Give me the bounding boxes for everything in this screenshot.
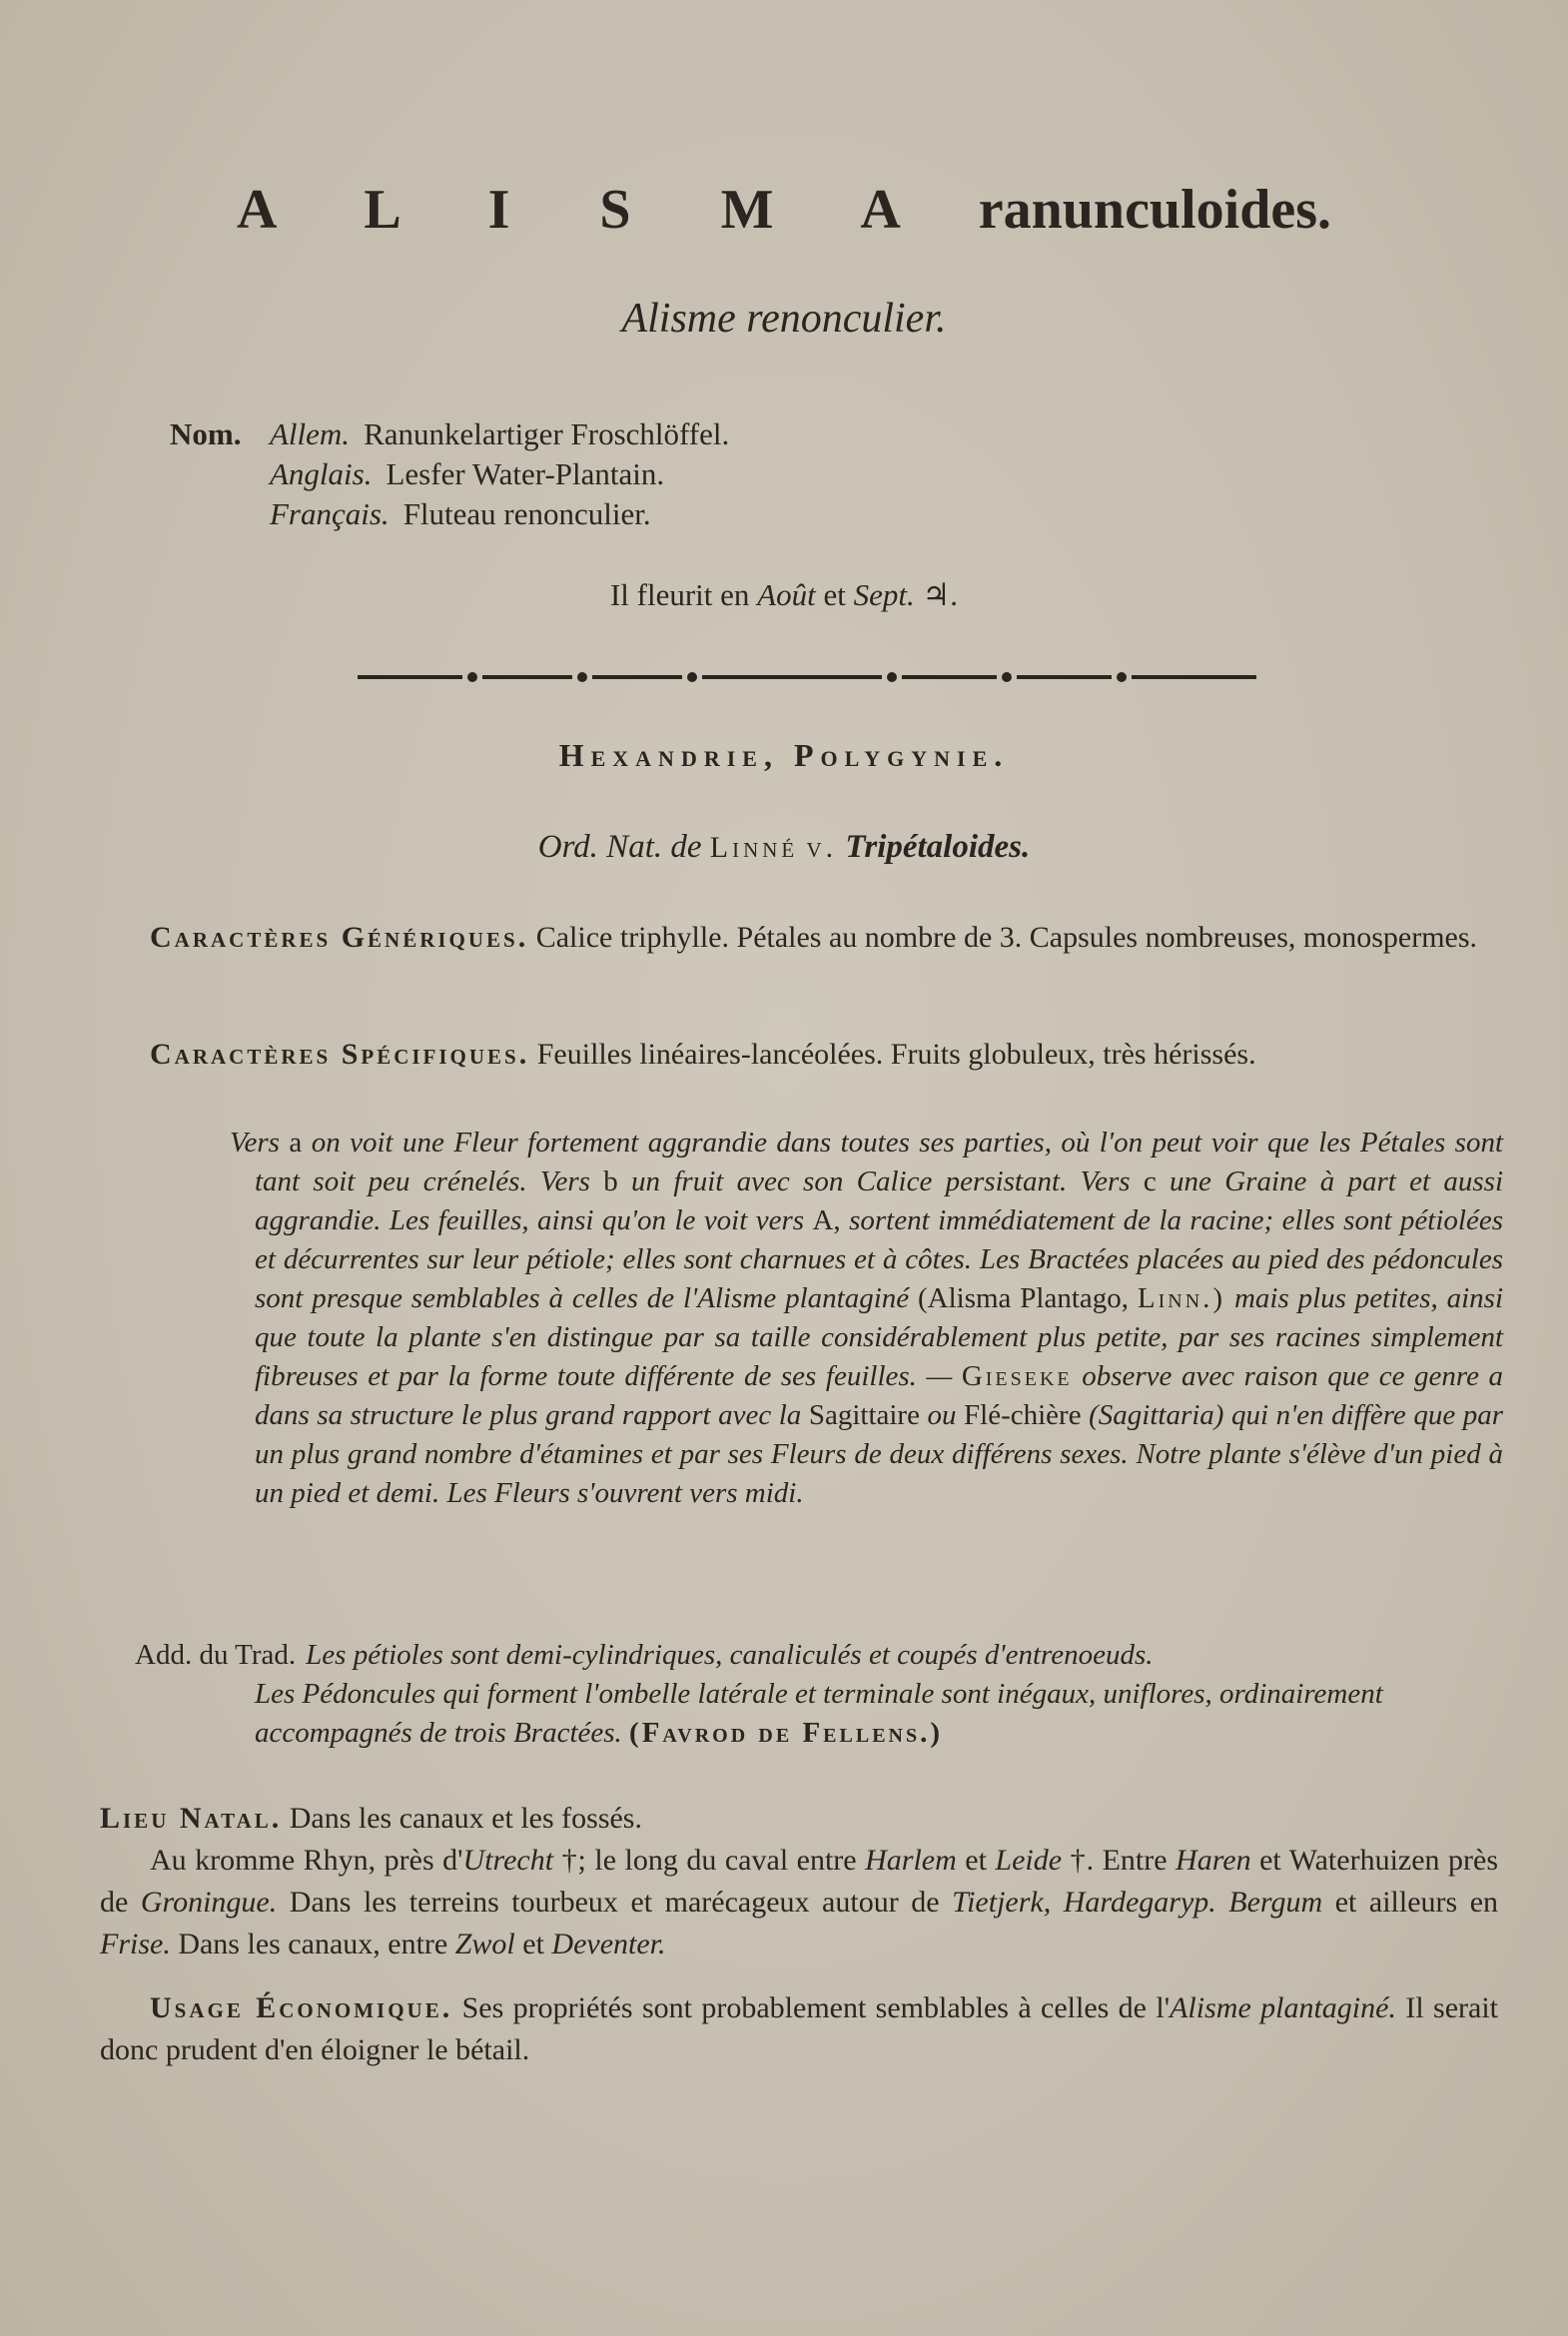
desc-letter: a [289, 1127, 303, 1159]
habitat-text: et ailleurs en [1334, 1886, 1499, 1919]
desc-letter: A, [812, 1204, 841, 1236]
genus-name: A L I S M A [237, 179, 939, 241]
habitat-text: et [965, 1844, 987, 1877]
desc-part: sortent immédiatement de la racine; elles sont pétiolées et décurrentes sur leur pétiole; elles sont charnues et à côtes. Les Bractées placées au pied des pédoncules sont presque semblables à celles de l'Alisme plantaginé [255, 1204, 1503, 1314]
common-names [170, 414, 729, 534]
desc-part: un fruit avec son Calice persistant. Vers [631, 1166, 1131, 1197]
addition-lead: Add. du Trad. [135, 1639, 297, 1671]
habitat-place: Groningue. [140, 1886, 278, 1919]
habitat-text: Au kromme Rhyn, près d' [150, 1844, 463, 1877]
translator-addition [135, 1636, 1503, 1753]
desc-part: ou [927, 1399, 957, 1431]
desc-part: une Graine à part et aussi aggrandie. Les feuilles, ainsi qu'on le voit vers [255, 1166, 1504, 1236]
desc-author: Gieseke [961, 1360, 1073, 1392]
specific-characters [150, 1034, 1498, 1076]
ornament-divider [358, 667, 1256, 687]
flowering-month-1: Août [757, 577, 816, 612]
ord-author: Linné [709, 831, 799, 864]
habitat-place: Frise. [100, 1928, 171, 1960]
desc-author: Linn.) [1137, 1282, 1226, 1314]
habitat-place: Harlem [865, 1844, 957, 1877]
linnaean-class: Hexandrie, Polygynie. [558, 737, 1010, 773]
lang-english: Anglais. [270, 456, 373, 491]
habitat-place: Zwol [454, 1928, 515, 1960]
nom-label: Nom. [170, 416, 242, 451]
flowering-conj: et [823, 577, 846, 612]
page-title [0, 178, 1568, 242]
usage-heading: Usage Économique. [150, 1991, 453, 2024]
usage-text: Il serait donc prudent d'en éloigner le bétail. [100, 1991, 1498, 2066]
flowering-month-2: Sept. [853, 577, 915, 612]
ord-v: v. [806, 831, 838, 864]
specific-text: Feuilles linéaires-lancéolées. Fruits globuleux, très hérissés. [536, 1038, 1256, 1071]
habitat-place: Haren [1176, 1844, 1251, 1877]
name-french: Fluteau renonculier. [402, 496, 651, 531]
name-row-german [170, 414, 729, 454]
desc-part: on voit une Fleur fortement aggrandie dans toutes ses parties, où l'on peut voir que les Pétales sont tant soit peu crénelés. Vers [255, 1127, 1504, 1197]
specific-heading: Caractères Spécifiques. [150, 1038, 530, 1071]
generic-text: Calice triphylle. Pétales au nombre de 3. Capsules nombreuses, monospermes. [535, 921, 1478, 954]
desc-latin: (Alisma Plantago, [918, 1282, 1130, 1314]
addition-text: Les Pédoncules qui forment l'ombelle latérale et terminale sont inégaux, uniflores, ordinairement accompagnés de trois Bractées. [255, 1678, 1383, 1749]
ord-prefix: Ord. Nat. de [537, 829, 702, 865]
generic-characters [150, 917, 1498, 959]
usage-text: Ses propriétés sont probablement semblables à celles de l' [461, 1991, 1171, 2024]
addition-text: Les pétioles sont demi-cylindriques, canaliculés et coupés d'entrenoeuds. [306, 1639, 1154, 1671]
habitat-text: Dans les canaux, entre [178, 1928, 448, 1960]
name-row-english [170, 454, 729, 494]
french-name: Alisme renonculier. [621, 296, 947, 342]
habitat-text: et [522, 1928, 544, 1960]
desc-letter: c [1143, 1166, 1157, 1197]
usage-italic: Alisme plantaginé. [1170, 1991, 1396, 2024]
desc-part: qui n'en diffère que par un plus grand nombre d'étamines et par ses Fleurs de deux différens sexes. Notre plante s'élève d'un pied à un pied et demi. Les Fleurs s'ouvrent vers midi. [255, 1399, 1504, 1509]
generic-heading: Caractères Génériques. [150, 921, 529, 954]
habitat-place: Utrecht [462, 1844, 554, 1877]
flowering-line [0, 577, 1568, 613]
name-row-french [170, 494, 729, 534]
ord-name: Tripétaloides. [845, 829, 1031, 865]
species-name: ranunculoides. [978, 179, 1331, 241]
habitat-text: Dans les terreins tourbeux et marécageux autour de [289, 1886, 940, 1919]
natural-order [0, 829, 1568, 866]
habitat [100, 1798, 1498, 1965]
addition-author: (Favrod de Fellens.) [629, 1717, 944, 1749]
name-german: Ranunkelartiger Froschlöffel. [364, 416, 730, 451]
desc-letter: b [603, 1166, 618, 1197]
desc-upright: Flé-chière [964, 1399, 1082, 1431]
perennial-symbol: ♃. [922, 577, 959, 612]
habitat-place: Tietjerk, Hardegaryp. Bergum [952, 1886, 1323, 1919]
desc-upright: Sagittaire [808, 1399, 920, 1431]
desc-part: mais plus petites, ainsi que toute la plante s'en distingue par sa taille considérablement plus petite, par ses racines simplement fibreuses et par la forme toute différente de ses feuilles. — [255, 1282, 1504, 1392]
lang-french: Français. [270, 496, 390, 531]
habitat-text: †; le long du caval entre [561, 1844, 857, 1877]
habitat-place: Leide [995, 1844, 1063, 1877]
description [230, 1124, 1504, 1513]
habitat-heading: Lieu Natal. [100, 1802, 283, 1835]
lang-german: Allem. [270, 416, 351, 451]
desc-part: (Sagittaria) [1089, 1399, 1224, 1431]
desc-part: observe avec raison que ce genre a dans sa structure le plus grand rapport avec la [255, 1360, 1504, 1431]
name-english: Lesfer Water-Plantain. [386, 456, 665, 491]
economic-use [100, 1987, 1498, 2071]
habitat-place: Deventer. [551, 1928, 666, 1960]
addition-continuation [135, 1675, 1503, 1753]
habitat-text: et Waterhuizen près de [100, 1844, 1499, 1919]
flowering-prefix: Il fleurit en [609, 577, 750, 612]
habitat-text: †. Entre [1070, 1844, 1168, 1877]
desc-part: Vers [230, 1127, 280, 1159]
habitat-text: Dans les canaux et les fossés. [289, 1802, 642, 1835]
